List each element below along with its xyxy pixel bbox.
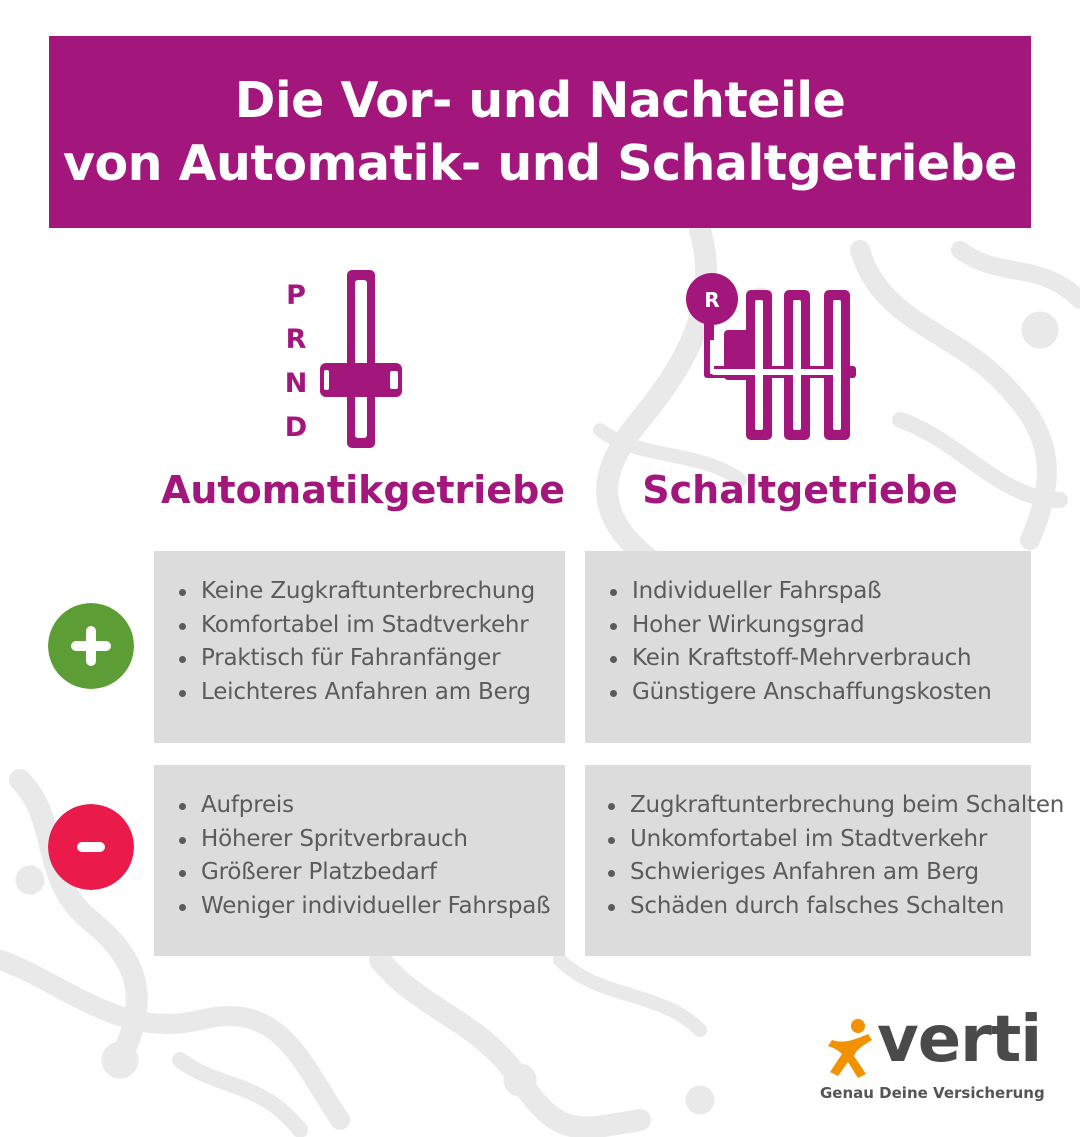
list-item: Praktisch für Fahranfänger — [176, 642, 565, 676]
automatic-title: Automatikgetriebe — [160, 468, 566, 512]
page-title-line-1: Die Vor- und Nachteile — [234, 72, 846, 129]
list-item: Leichteres Anfahren am Berg — [176, 676, 565, 710]
list-item: Komfortabel im Stadtverkehr — [176, 609, 565, 643]
list-item: Schwieriges Anfahren am Berg — [605, 856, 1031, 890]
list-item: Weniger individueller Fahrspaß — [176, 890, 565, 924]
manual-pros-list — [607, 575, 1031, 709]
gear-letter-n: N — [284, 368, 308, 399]
list-item: Kein Kraftstoff-Mehrverbrauch — [607, 642, 1031, 676]
automatic-pros-box — [154, 551, 565, 743]
list-item: Zugkraftunterbrechung beim Schalten — [605, 789, 1031, 823]
automatic-cons-box — [154, 765, 565, 956]
minus-icon — [48, 804, 134, 890]
list-item: Individueller Fahrspaß — [607, 575, 1031, 609]
list-item: Unkomfortabel im Stadtverkehr — [605, 823, 1031, 857]
gear-letter-p: P — [286, 280, 306, 311]
automatic-pros-list — [176, 575, 565, 709]
manual-cons-box — [585, 765, 1065, 956]
list-item: Keine Zugkraftunterbrechung — [176, 575, 565, 609]
list-item: Aufpreis — [176, 789, 565, 823]
manual-pros-box — [585, 551, 1031, 743]
gear-letter-r: R — [285, 324, 307, 355]
header-banner — [49, 36, 1031, 228]
list-item: Hoher Wirkungsgrad — [607, 609, 1031, 643]
manual-cons-list — [605, 789, 1065, 923]
page-title-line-2: von Automatik- und Schaltgetriebe — [63, 135, 1017, 192]
verti-logo-figure-icon — [828, 1018, 884, 1080]
reverse-gear-label: R — [704, 288, 720, 312]
automatic-shifter-icon — [280, 268, 410, 450]
logo-tagline: Genau Deine Versicherung — [820, 1084, 1045, 1102]
manual-title: Schaltgetriebe — [642, 468, 958, 512]
list-item: Höherer Spritverbrauch — [176, 823, 565, 857]
list-item: Schäden durch falsches Schalten — [605, 890, 1031, 924]
manual-shifter-icon — [684, 270, 870, 442]
verti-logo: verti — [877, 1003, 1042, 1077]
plus-icon — [48, 603, 134, 689]
automatic-cons-list — [176, 789, 565, 923]
list-item: Günstigere Anschaffungskosten — [607, 676, 1031, 710]
list-item: Größerer Platzbedarf — [176, 856, 565, 890]
gear-letter-d: D — [284, 412, 308, 443]
